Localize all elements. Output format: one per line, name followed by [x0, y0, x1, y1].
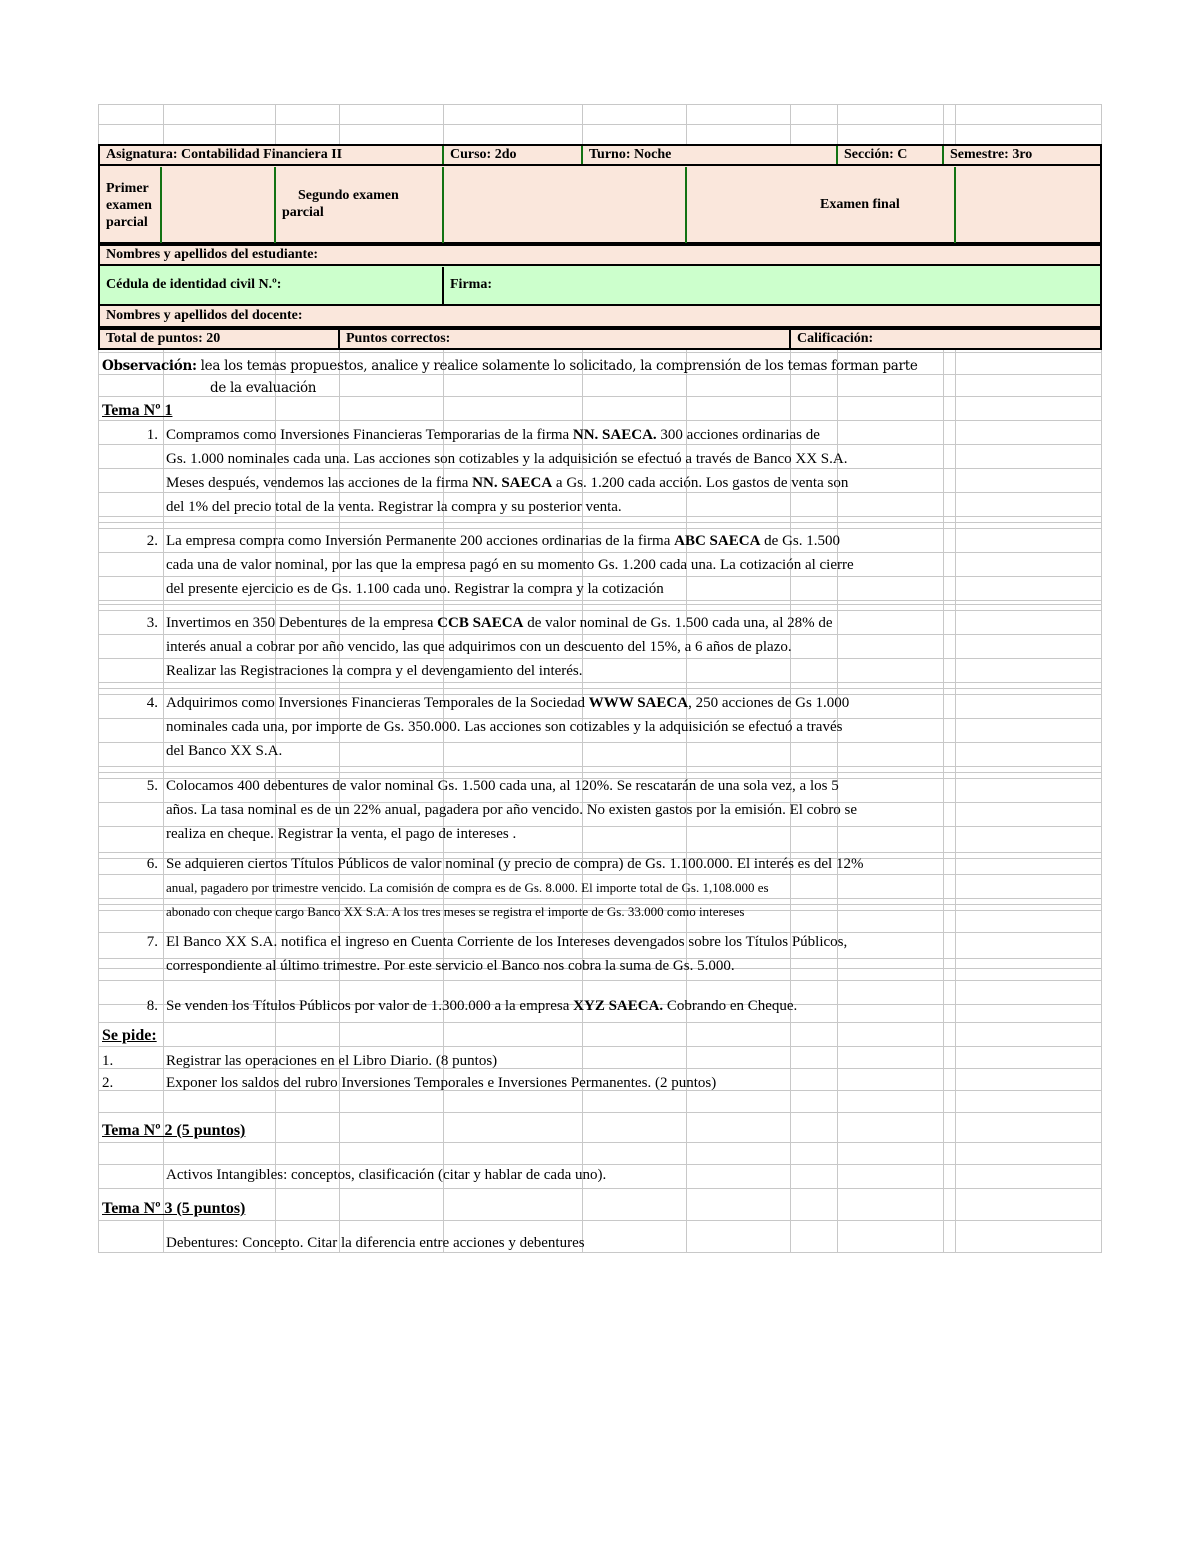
grid-row-line [98, 1142, 1102, 1143]
grid-row-line [98, 766, 1102, 767]
item-text: Adquirimos como Inversiones Financieras Temporales de la Sociedad [166, 695, 589, 711]
item-text: anual, pagadero por trimestre vencido. La comisión de compra es de Gs. 8.000. El importe total de Gs. 1,108.000 es [166, 880, 769, 895]
tema1-item-number: 1. [146, 427, 158, 443]
nombres-docente-cell: Nombres y apellidos del docente: [106, 308, 303, 323]
grid-row-line [98, 492, 1102, 493]
tema3-text: Debentures: Concepto. Citar la diferencia entre acciones y debentures [166, 1235, 585, 1251]
grid-row-line [98, 528, 1102, 529]
tema1-item-line [166, 498, 622, 516]
item-text: de Gs. 1.500 [760, 533, 840, 549]
observacion-line2: de la evaluación [210, 380, 317, 396]
grid-row-line [98, 552, 1102, 553]
item-text: El Banco XX S.A. notifica el ingreso en Cuenta Corriente de los Intereses devengados sobre los Títulos Públicos, [166, 934, 848, 950]
item-text: cada una de valor nominal, por las que la empresa pagó en su momento Gs. 1.200 cada una. La cotización al cierre [166, 557, 854, 573]
item-text: nominales cada una, por importe de Gs. 350.000. Las acciones son cotizables y la adquisición se efectuó a través [166, 719, 843, 735]
item-text: , 250 acciones de Gs 1.000 [688, 695, 850, 711]
tema1-item-line [166, 474, 848, 492]
tema1-item-line [166, 638, 792, 656]
se-pide-num-1: 1. [102, 1053, 114, 1069]
tema1-item-line [166, 903, 744, 921]
tema1-item-line [166, 426, 820, 444]
tema1-item-number: 7. [146, 934, 158, 950]
curso-cell: Curso: 2do [450, 147, 517, 162]
grid-row-line [98, 516, 1102, 517]
grid-row-line [98, 352, 1102, 353]
item-text: a Gs. 1.200 cada acción. Los gastos de venta son [552, 475, 849, 491]
tema1-item-line [166, 580, 664, 598]
tema2-title: Tema Nº 2 (5 puntos) [102, 1122, 246, 1139]
company-name: NN. SAECA [472, 475, 553, 491]
se-pide-num-2: 2. [102, 1075, 114, 1091]
turno-cell: Turno: Noche [589, 147, 672, 162]
tema1-item-line [166, 556, 854, 574]
item-text: Gs. 1.000 nominales cada una. Las acciones son cotizables y la adquisición se efectuó a través de Banco XX S.A. [166, 451, 848, 467]
observacion-line1 [102, 357, 918, 375]
grid-row-line [98, 634, 1102, 635]
grid-row-line [98, 1220, 1102, 1221]
company-name: CCB SAECA [437, 615, 524, 631]
grid-row-line [98, 1164, 1102, 1165]
tema1-item-number: 8. [146, 998, 158, 1014]
semestre-cell: Semestre: 3ro [950, 147, 1033, 162]
item-text: Invertimos en 350 Debentures de la empresa [166, 615, 438, 631]
exam-sheet [98, 104, 1102, 1252]
seccion-cell: Sección: C [844, 147, 908, 162]
grid-row-line [98, 772, 1102, 773]
tema1-item-line [166, 777, 839, 795]
tema1-item-line [166, 933, 847, 951]
header-divider [954, 167, 956, 243]
tema1-item-line [166, 801, 857, 819]
company-name: WWW SAECA [588, 695, 689, 711]
tema1-item-line [166, 450, 847, 468]
tema3-title: Tema Nº 3 (5 puntos) [102, 1200, 246, 1217]
se-pide-text-1: Registrar las operaciones en el Libro Diario. (8 puntos) [166, 1053, 498, 1069]
se-pide-title: Se pide: [102, 1027, 157, 1044]
primer-parcial-cell: Primer examen parcial [106, 181, 152, 230]
asignatura-cell: Asignatura: Contabilidad Financiera II [106, 147, 343, 162]
company-name: XYZ SAECA. [573, 998, 664, 1014]
observacion-label: Observación: [102, 358, 197, 374]
grid-row-line [98, 852, 1102, 853]
tema1-item-line [166, 879, 769, 897]
company-name: NN. SAECA. [572, 427, 657, 443]
observacion-text: lea los temas propuestos, analice y realice solamente lo solicitado, la comprensión de los temas forman parte [200, 358, 918, 374]
item-text: del 1% del precio total de la venta. Registrar la compra y su posterior venta. [166, 499, 622, 515]
header-divider [685, 167, 687, 243]
tema1-item-line [166, 825, 516, 843]
grid-row-line [98, 576, 1102, 577]
grid-row-line [98, 874, 1102, 875]
header-divider [160, 167, 162, 243]
grid-row-line [98, 1112, 1102, 1113]
firma-cell: Firma: [450, 277, 492, 292]
item-text: Se adquieren ciertos Títulos Públicos de valor nominal (y precio de compra) de Gs. 1.100.000. El interés es del 12% [166, 856, 864, 872]
item-text: abonado con cheque cargo Banco XX S.A. A los tres meses se registra el importe de Gs. 33.000 como intereses [166, 904, 745, 919]
grid-row-line [98, 420, 1102, 421]
tema1-item-line [166, 532, 840, 550]
grid-row-line [98, 682, 1102, 683]
tema2-text: Activos Intangibles: conceptos, clasificación (citar y hablar de cada uno). [166, 1167, 607, 1183]
header-row-exams [98, 166, 1102, 244]
item-text: Meses después, vendemos las acciones de la firma [166, 475, 473, 491]
tema1-item-number: 2. [146, 533, 158, 549]
item-text: La empresa compra como Inversión Permanente 200 acciones ordinarias de la firma [166, 533, 675, 549]
header-row-points [98, 328, 1102, 350]
item-text: Cobrando en Cheque. [663, 998, 798, 1014]
grid-row-line [98, 604, 1102, 605]
grid-row-line [98, 1188, 1102, 1189]
grid-row-line [98, 610, 1102, 611]
tema1-item-line [166, 855, 863, 873]
grid-row-line [98, 444, 1102, 445]
examen-final-cell: Examen final [820, 197, 900, 212]
item-text: del Banco XX S.A. [166, 743, 283, 759]
company-name: ABC SAECA [674, 533, 761, 549]
tema1-item-number: 3. [146, 615, 158, 631]
tema1-item-number: 5. [146, 778, 158, 794]
header-divider [442, 167, 444, 243]
grid-row-line [98, 468, 1102, 469]
grid-row-line [98, 980, 1102, 981]
item-text: Colocamos 400 debentures de valor nominal Gs. 1.500 cada una, al 120%. Se rescatarán de una sola vez, a los 5 [166, 778, 839, 794]
calificacion-cell: Calificación: [797, 331, 874, 346]
tema1-item-number: 4. [146, 695, 158, 711]
grid-row-line [98, 898, 1102, 899]
item-text: del presente ejercicio es de Gs. 1.100 cada uno. Registrar la compra y la cotización [166, 581, 664, 597]
item-text: interés anual a cobrar por año vencido, las que adquirimos con un descuento del 15%, a 6 años de plazo. [166, 639, 792, 655]
tema1-item-line [166, 614, 833, 632]
item-text: correspondiente al último trimestre. Por este servicio el Banco nos cobra la suma de Gs. 5.000. [166, 958, 735, 974]
item-text: Compramos como Inversiones Financieras Temporarias de la firma [166, 427, 573, 443]
grid-row-line [98, 658, 1102, 659]
item-text: 300 acciones ordinarias de [656, 427, 820, 443]
cedula-cell: Cédula de identidad civil N.º: [106, 277, 282, 292]
grid-row-line [98, 688, 1102, 689]
grid-row-line [98, 1046, 1102, 1047]
item-text: años. La tasa nominal es de un 22% anual, pagadera por año vencido. No existen gastos por la emisión. El cobro se [166, 802, 858, 818]
item-text: Se venden los Títulos Públicos por valor de 1.300.000 a la empresa [166, 998, 574, 1014]
grid-row-line [98, 1022, 1102, 1023]
tema1-item-line [166, 957, 735, 975]
tema1-item-line [166, 662, 583, 680]
puntos-correctos-cell: Puntos correctos: [346, 331, 451, 346]
tema1-item-line [166, 742, 282, 760]
grid-row-line [98, 124, 1102, 125]
se-pide-text-2: Exponer los saldos del rubro Inversiones Temporales e Inversiones Permanentes. (2 puntos) [166, 1075, 717, 1091]
tema1-item-line [166, 997, 797, 1015]
item-text: Realizar las Registraciones la compra y el devengamiento del interés. [166, 663, 583, 679]
item-text: realiza en cheque. Registrar la venta, el pago de intereses . [166, 826, 517, 842]
nombres-estudiante-cell: Nombres y apellidos del estudiante: [106, 247, 319, 262]
tema1-item-number: 6. [146, 856, 158, 872]
total-puntos-cell: Total de puntos: 20 [106, 331, 221, 346]
segundo-parcial-cell: Segundo examen parcial [282, 188, 399, 220]
grid-row-line [98, 522, 1102, 523]
tema1-title: Tema Nº 1 [102, 402, 173, 419]
tema1-item-line [166, 718, 842, 736]
tema1-item-line [166, 694, 849, 712]
grid-row-line [98, 1252, 1102, 1253]
item-text: de valor nominal de Gs. 1.500 cada una, al 28% de [523, 615, 833, 631]
grid-row-line [98, 600, 1102, 601]
grid-row-line [98, 104, 1102, 105]
